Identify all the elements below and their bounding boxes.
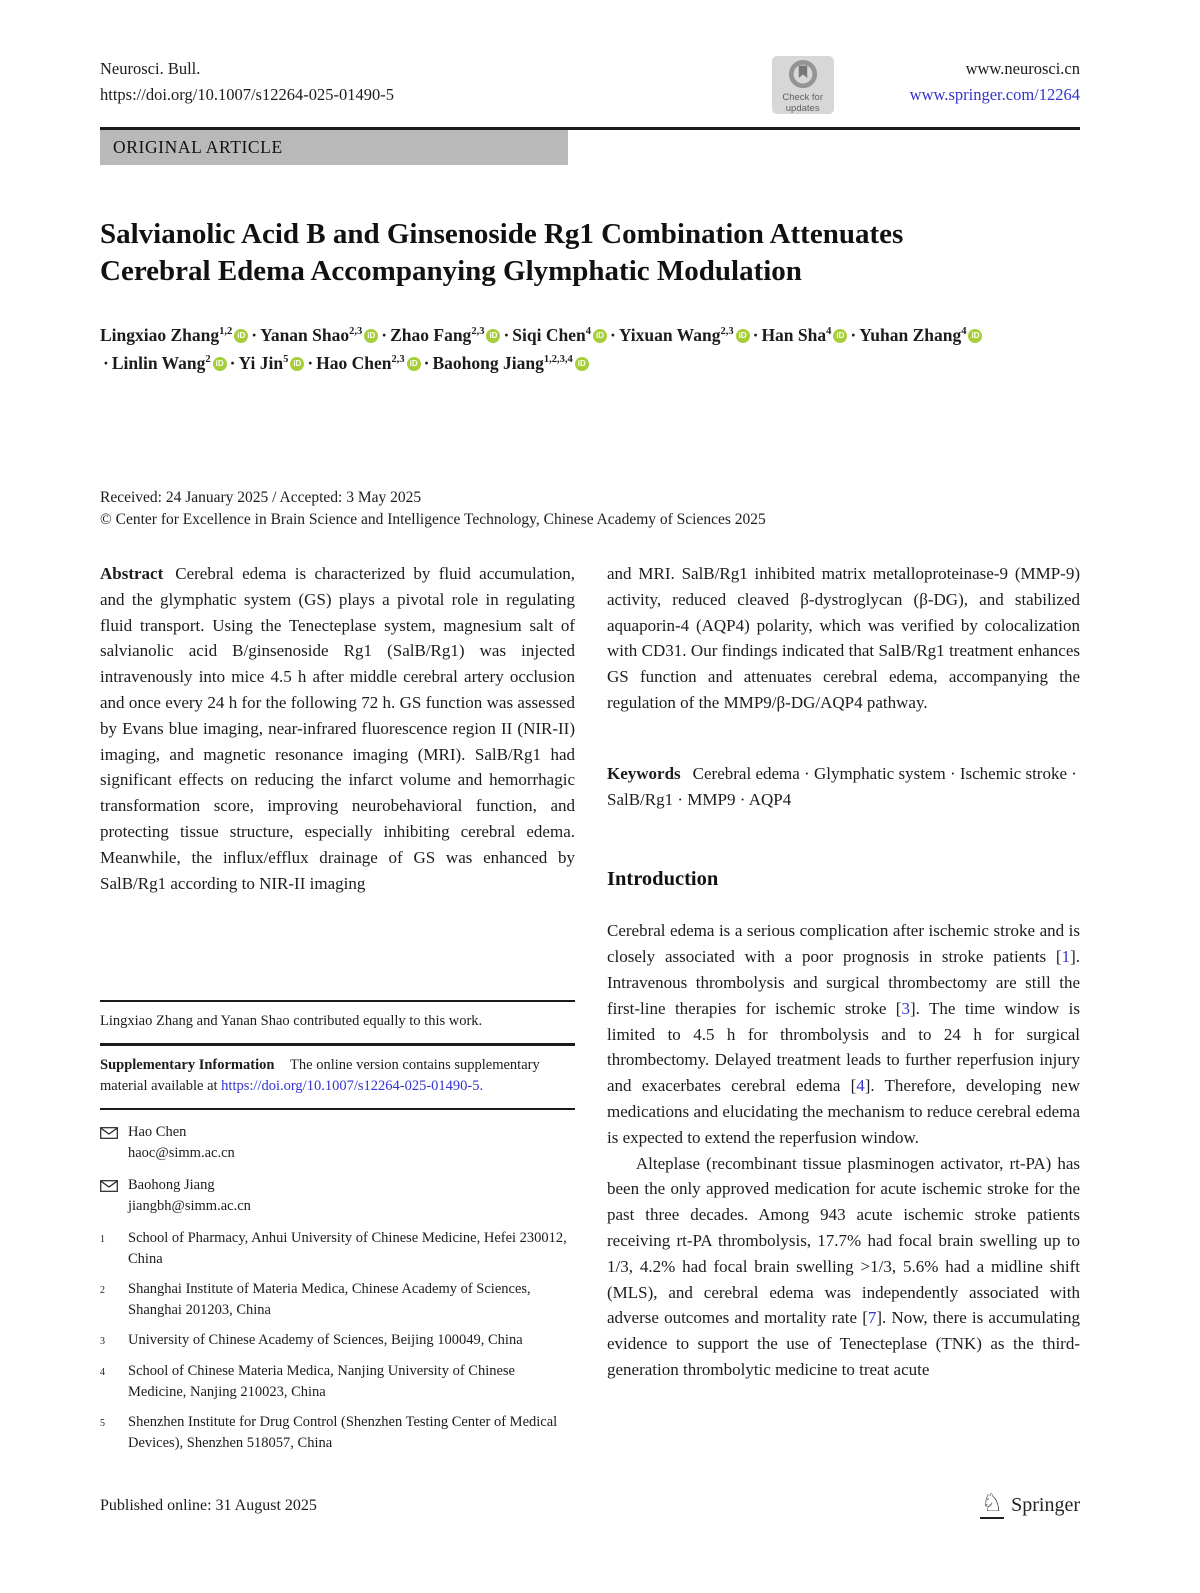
- paragraph-text: ]. Intravenous thrombolysis and surgical thrombectomy are still the first-line therapies for ischemic stroke [: [607, 947, 1080, 1018]
- orcid-icon[interactable]: iD: [407, 357, 421, 371]
- paper-title: Salvianolic Acid B and Ginsenoside Rg1 Combination Attenuates Cerebral Edema Accompanying Glymphatic Modulation: [100, 218, 904, 287]
- orcid-icon[interactable]: iD: [593, 329, 607, 343]
- orcid-icon[interactable]: iD: [486, 329, 500, 343]
- orcid-icon[interactable]: iD: [234, 329, 248, 343]
- abstract-col2: and MRI. SalB/Rg1 inhibited matrix metalloproteinase-9 (MMP-9) activity, reduced cleaved β-dystroglycan (β-DG), and stabilized aquaporin-4 (AQP4) polarity, which was verified by colocalization with CD31. Our findings indicated that SalB/Rg1 treatment enhances GS function and attenuates cerebral edema, accompanying the regulation of the MMP9/β-DG/AQP4 pathway.: [607, 564, 1080, 712]
- authors-line: [100, 321, 1040, 377]
- affiliation-number: 5: [100, 1418, 105, 1429]
- neurosci-url: www.neurosci.cn: [965, 59, 1080, 78]
- author-affiliation-sup: 2,3: [720, 326, 734, 338]
- contact-row: [100, 1175, 575, 1217]
- author-separator: ·: [609, 325, 616, 345]
- author-name: Hao Chen: [316, 353, 392, 373]
- affiliation-item: [100, 1279, 575, 1321]
- contact-name: Baohong Jiang: [128, 1177, 215, 1193]
- orcid-icon[interactable]: iD: [833, 329, 847, 343]
- doi-text: https://doi.org/10.1007/s12264-025-01490-5: [100, 85, 394, 104]
- affiliation-text: Shenzhen Institute for Drug Control (Shenzhen Testing Center of Medical Devices), Shenzhen 518057, China: [128, 1414, 558, 1451]
- page-header: [100, 56, 1080, 114]
- author: [433, 353, 589, 373]
- introduction-heading: Introduction: [607, 868, 719, 891]
- affiliation-number: 4: [100, 1367, 105, 1378]
- author: [260, 325, 378, 345]
- author-affiliation-sup: 4: [961, 326, 967, 338]
- author-name: Yanan Shao: [260, 325, 350, 345]
- envelope-icon: [100, 1175, 128, 1217]
- author: [619, 325, 750, 345]
- springer-knight-icon: ♘: [980, 1490, 1004, 1517]
- orcid-icon[interactable]: iD: [968, 329, 982, 343]
- author: [239, 353, 305, 373]
- envelope-icon: [100, 1122, 128, 1164]
- author-affiliation-sup: 1,2: [219, 326, 233, 338]
- received-accepted: Received: 24 January 2025 / Accepted: 3 May 2025: [100, 489, 422, 506]
- author-affiliation-sup: 1,2,3,4: [543, 354, 573, 366]
- paragraph-text: ]. Therefore, developing new medications and elucidating the mechanism to reduce cerebral edema is expected to extend the reperfusion window.: [607, 1076, 1080, 1147]
- author-separator: ·: [752, 325, 759, 345]
- paragraph-text: ]. Now, there is accumulating evidence to support the use of Tenecteplase (TNK) as the third-generation thrombolytic medicine to treat acute: [607, 1308, 1081, 1379]
- copyright-notice: © Center for Excellence in Brain Science and Intelligence Technology, Chinese Academy of Sciences 2025: [100, 511, 766, 528]
- author-name: Lingxiao Zhang: [100, 325, 220, 345]
- affiliations-list: [100, 1228, 575, 1454]
- contact-email: jiangbh@simm.ac.cn: [128, 1198, 251, 1214]
- author-affiliation-sup: 4: [826, 326, 832, 338]
- header-right: [772, 56, 1080, 114]
- contact-email: haoc@simm.ac.cn: [128, 1145, 235, 1161]
- paragraph-text: ]. The time window is limited to 4.5 h for thrombolysis and to 24 h for surgical thrombectomy. Delayed treatment leads to further reperfusion injury and exacerbates cerebral edema [: [607, 998, 1080, 1096]
- author-affiliation-sup: 2,3: [391, 354, 405, 366]
- supplementary-period: .: [479, 1078, 484, 1094]
- author-separator: ·: [251, 325, 258, 345]
- author: [512, 325, 607, 345]
- author-name: Yuhan Zhang: [859, 325, 962, 345]
- author-name: Han Sha: [761, 325, 827, 345]
- author-affiliation-sup: 4: [585, 326, 591, 338]
- keywords-block: [607, 761, 1080, 813]
- abstract-label: Abstract: [100, 564, 164, 583]
- supplementary-doi-link[interactable]: https://doi.org/10.1007/s12264-025-01490-5: [221, 1078, 480, 1094]
- orcid-icon[interactable]: iD: [736, 329, 750, 343]
- author-separator: ·: [307, 353, 314, 373]
- author-name: Yi Jin: [238, 353, 284, 373]
- header-urls: [910, 56, 1080, 108]
- reference-link[interactable]: 3: [901, 998, 910, 1018]
- affiliation-number: 2: [100, 1285, 105, 1296]
- author-name: Zhao Fang: [390, 325, 472, 345]
- affiliation-item: [100, 1228, 575, 1270]
- paragraph-text: Cerebral edema is a serious complication after ischemic stroke and is closely associated with a poor prognosis in stroke patients [: [607, 921, 1080, 967]
- keywords-label: Keywords: [607, 763, 681, 783]
- article-type-label: ORIGINAL ARTICLE: [113, 137, 283, 157]
- affiliation-text: School of Pharmacy, Anhui University of Chinese Medicine, Hefei 230012, China: [128, 1230, 567, 1267]
- journal-info: [100, 56, 394, 108]
- orcid-icon[interactable]: iD: [575, 357, 589, 371]
- reference-link[interactable]: 4: [856, 1076, 865, 1096]
- author-name: Yixuan Wang: [618, 325, 721, 345]
- affiliation-text: Shanghai Institute of Materia Medica, Chinese Academy of Sciences, Shanghai 201203, China: [128, 1281, 531, 1318]
- author-affiliation-sup: 5: [283, 354, 289, 366]
- check-updates-label-2: updates: [785, 103, 820, 114]
- author-separator: ·: [503, 325, 510, 345]
- affiliation-text: School of Chinese Materia Medica, Nanjing University of Chinese Medicine, Nanjing 210023, China: [128, 1363, 515, 1400]
- paragraph-text: Alteplase (recombinant tissue plasminogen activator, rt-PA) has been the only approved medication for acute ischemic stroke for the past three decades. Among 943 acute ischemic stroke patients receiving rt-PA thrombolysis, 17.7% had focal brain swelling up to 1/3, 4.2% had focal brain swelling >1/3, 5.6% had a midline shift (MLS), and cerebral edema was independently associated with adverse outcomes and mortality rate [: [607, 1153, 1080, 1328]
- intro-paragraph-2: [607, 1151, 1080, 1383]
- author-separator: ·: [103, 353, 109, 373]
- check-updates-label-1: Check for: [782, 92, 823, 103]
- author: [859, 325, 982, 345]
- affiliation-number: 1: [100, 1234, 105, 1245]
- supplementary-info: [100, 1046, 575, 1108]
- springer-logo: [980, 1492, 1080, 1519]
- published-online: Published online: 31 August 2025: [100, 1496, 317, 1514]
- author-affiliation-sup: 2: [205, 354, 211, 366]
- orcid-icon[interactable]: iD: [290, 357, 304, 371]
- supplementary-label: Supplementary Information: [100, 1057, 275, 1073]
- intro-paragraph-1: [607, 918, 1080, 1150]
- author: [112, 353, 227, 373]
- affiliation-item: [100, 1361, 575, 1403]
- left-column: [100, 561, 575, 1463]
- abstract-col1: [100, 561, 575, 896]
- author: [390, 325, 500, 345]
- springer-url-link[interactable]: www.springer.com/12264: [909, 85, 1080, 104]
- footnote-rule-3: [100, 1108, 575, 1110]
- page-footer: [100, 1492, 1080, 1519]
- author: [761, 325, 847, 345]
- author-separator: ·: [850, 325, 857, 345]
- check-updates-badge[interactable]: [772, 56, 834, 114]
- orcid-icon[interactable]: iD: [213, 357, 227, 371]
- orcid-icon[interactable]: iD: [364, 329, 378, 343]
- journal-name: Neurosci. Bull.: [100, 59, 201, 78]
- contact-info: [128, 1122, 235, 1164]
- author-affiliation-sup: 2,3: [471, 326, 485, 338]
- springer-wordmark: Springer: [1011, 1494, 1080, 1516]
- equal-contribution-note: Lingxiao Zhang and Yanan Shao contributed equally to this work.: [100, 1013, 483, 1029]
- check-updates-icon: [787, 60, 819, 92]
- abstract-col1-text: Cerebral edema is characterized by fluid accumulation, and the glymphatic system (GS) plays a pivotal role in regulating fluid transport. Using the Tenecteplase system, magnesium salt of salvianolic acid B/ginsenoside Rg1 (SalB/Rg1) was injected intravenously into mice 4.5 h after middle cerebral artery occlusion and once every 24 h for the following 72 h. GS function was assessed by Evans blue imaging, near-infrared fluorescence region II (NIR-II) imaging, and magnetic resonance imaging (MRI). SalB/Rg1 had significant effects on reducing the infarct volume and hemorrhagic transformation score, improving neurobehavioral function, and protecting tissue structure, especially inhibiting cerebral edema. Meanwhile, the influx/efflux drainage of GS was enhanced by SalB/Rg1 according to NIR-II imaging: [100, 564, 575, 893]
- author-name: Baohong Jiang: [432, 353, 544, 373]
- author: [100, 325, 248, 345]
- affiliation-item: [100, 1330, 575, 1352]
- author-separator: ·: [229, 353, 236, 373]
- affiliation-number: 3: [100, 1336, 105, 1347]
- contact-info: [128, 1175, 251, 1217]
- contact-row: [100, 1122, 575, 1164]
- contact-name: Hao Chen: [128, 1124, 187, 1140]
- affiliation-item: [100, 1412, 575, 1454]
- dates-block: [100, 487, 1080, 531]
- author-separator: ·: [423, 353, 430, 373]
- author: [316, 353, 420, 373]
- author-affiliation-sup: 2,3: [349, 326, 363, 338]
- author-name: Siqi Chen: [512, 325, 586, 345]
- reference-link[interactable]: 7: [867, 1308, 877, 1328]
- article-type-bar: [100, 130, 568, 165]
- supplementary-text: The online version contains supplementary material available at: [100, 1057, 540, 1094]
- corresponding-contacts: [100, 1122, 575, 1217]
- affiliation-text: University of Chinese Academy of Sciences, Beijing 100049, China: [128, 1332, 523, 1348]
- reference-link[interactable]: 1: [1061, 947, 1071, 967]
- author-separator: ·: [381, 325, 388, 345]
- footnotes-block: [100, 1000, 575, 1463]
- right-column: [607, 561, 1080, 1463]
- author-name: Linlin Wang: [111, 353, 206, 373]
- keywords-text: Cerebral edema · Glymphatic system · Ischemic stroke · SalB/Rg1 · MMP9 · AQP4: [607, 763, 1077, 809]
- main-columns: [100, 561, 1080, 1463]
